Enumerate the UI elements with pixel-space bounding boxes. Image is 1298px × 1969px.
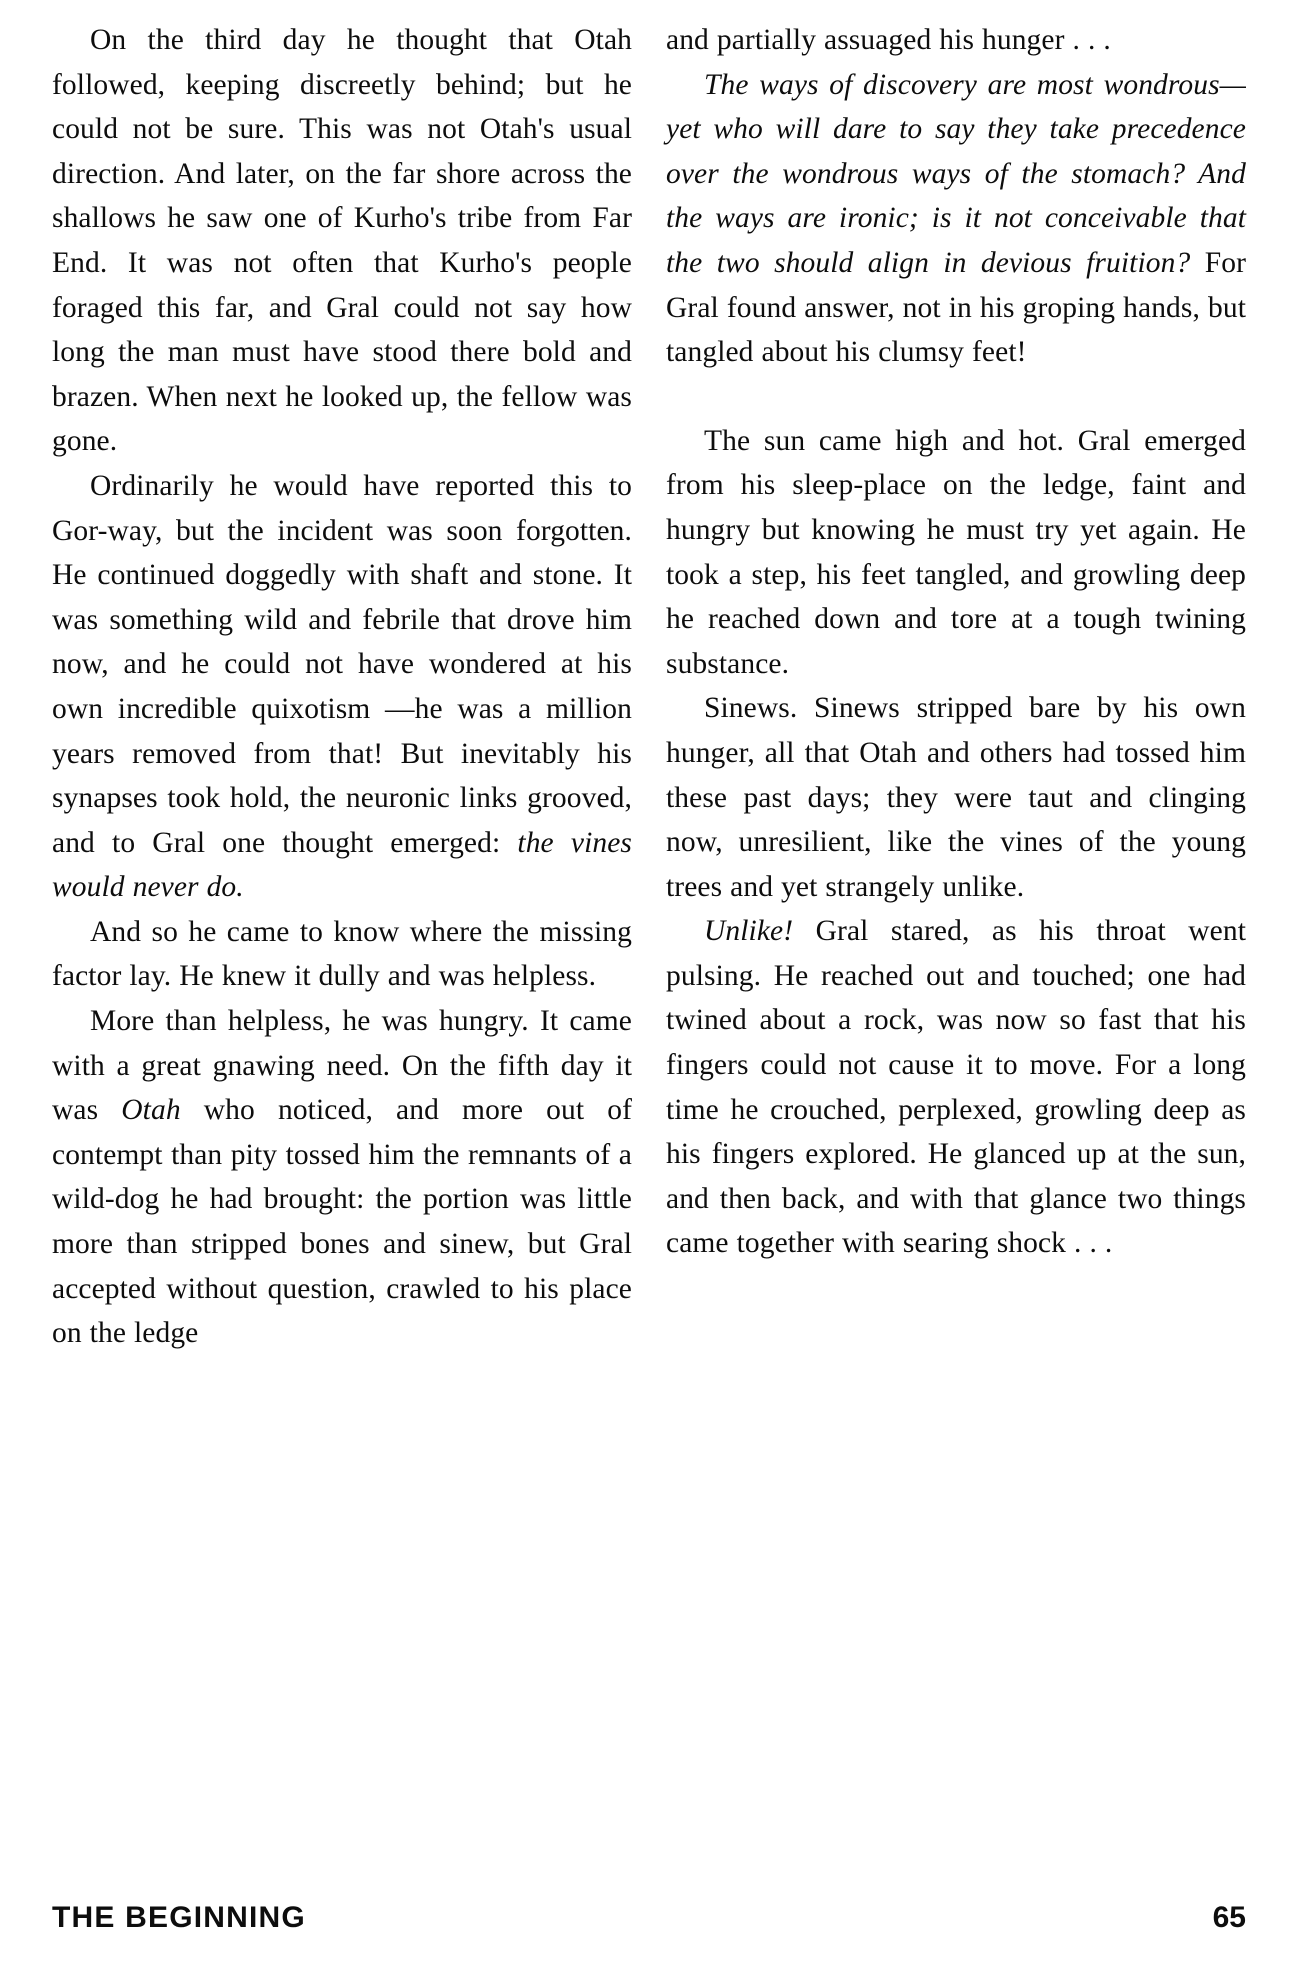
left-column — [52, 18, 642, 1356]
paragraph-italic-tail: the vines would never do. — [52, 826, 632, 904]
two-column-text-body — [52, 18, 1246, 1356]
right-column — [656, 18, 1246, 1266]
paragraph: On the third day he thought that Otah followed, keeping discreetly behind; but he could not be sure. This was not Otah's usual direction. And later, on the far shore across the shallows he saw one of Kurho's tribe from Far End. It was not often that Kurho's people foraged this far, and Gral could not say how long the man must have stood there bold and brazen. When next he looked up, the fellow was gone. — [52, 24, 632, 458]
paragraph — [666, 63, 1246, 375]
running-head: THE BEGINNING — [52, 1901, 306, 1934]
paragraph-italic-lead: The ways of discovery are most wondrous—yet who will dare to say they take precedence over the wondrous ways of the stomach? And the ways are ironic; is it not conceivable that the two should align in devious fruition? — [666, 68, 1246, 279]
paragraph: Sinews. Sinews stripped bare by his own hunger, all that Otah and others had tossed him these past days; they were taut and clinging now, unresilient, like the vines of the young trees and yet strangely unlike. — [666, 692, 1246, 903]
paragraph-text-tail: For Gral found answer, not in his groping hands, but tangled about his clumsy feet! — [666, 246, 1246, 369]
paragraph-text-tail: Gral stared, as his throat went pulsing. He reached out and touched; one had twined about a rock, was now so fast that his fingers could not cause it to move. For a long time he crouched, perplexed, growling deep as his fingers explored. He glanced up at the sun, and then back, and with that glance two things came together with searing shock . . . — [666, 915, 1246, 1260]
paragraph: The sun came high and hot. Gral emerged from his sleep-place on the ledge, faint and hungry but knowing he must try yet again. He took a step, his feet tangled, and growling deep he reached down and tore at a tough twining substance. — [666, 424, 1246, 680]
paragraph-break-space — [666, 375, 1246, 419]
paragraph: And so he came to know where the missing factor lay. He knew it dully and was helpless. — [52, 915, 632, 993]
paragraph — [52, 999, 632, 1356]
paragraph — [52, 464, 632, 910]
paragraph — [666, 909, 1246, 1266]
paragraph: and partially assuaged his hunger . . . — [666, 24, 1111, 56]
paragraph-text: Ordinarily he would have reported this to Gor-way, but the incident was soon forgotten. He continued doggedly with shaft and stone. It was something wild and febrile that drove him now, and he could not have wondered at his own incredible quixotism —he was a million years removed from that! But inevitably his synapses took hold, the neuronic links grooved, and to Gral one thought emerged: — [52, 469, 632, 859]
page-footer — [52, 1901, 1246, 1935]
paragraph-text-after-italic: who noticed, and more out of contempt than pity tossed him the remnants of a wild-dog he had brought: the portion was little more than stripped bones and sinew, but Gral accepted without question, crawled to his place on the ledge — [52, 1094, 633, 1350]
page-number: 65 — [1212, 1901, 1246, 1934]
paragraph-italic-lead: Unlike! — [704, 915, 794, 948]
paragraph-text-before-italic: More than helpless, he was hungry. It came with a great gnawing need. On the fifth day it was — [52, 1005, 632, 1127]
paragraph-italic-word: Otah — [121, 1094, 181, 1127]
